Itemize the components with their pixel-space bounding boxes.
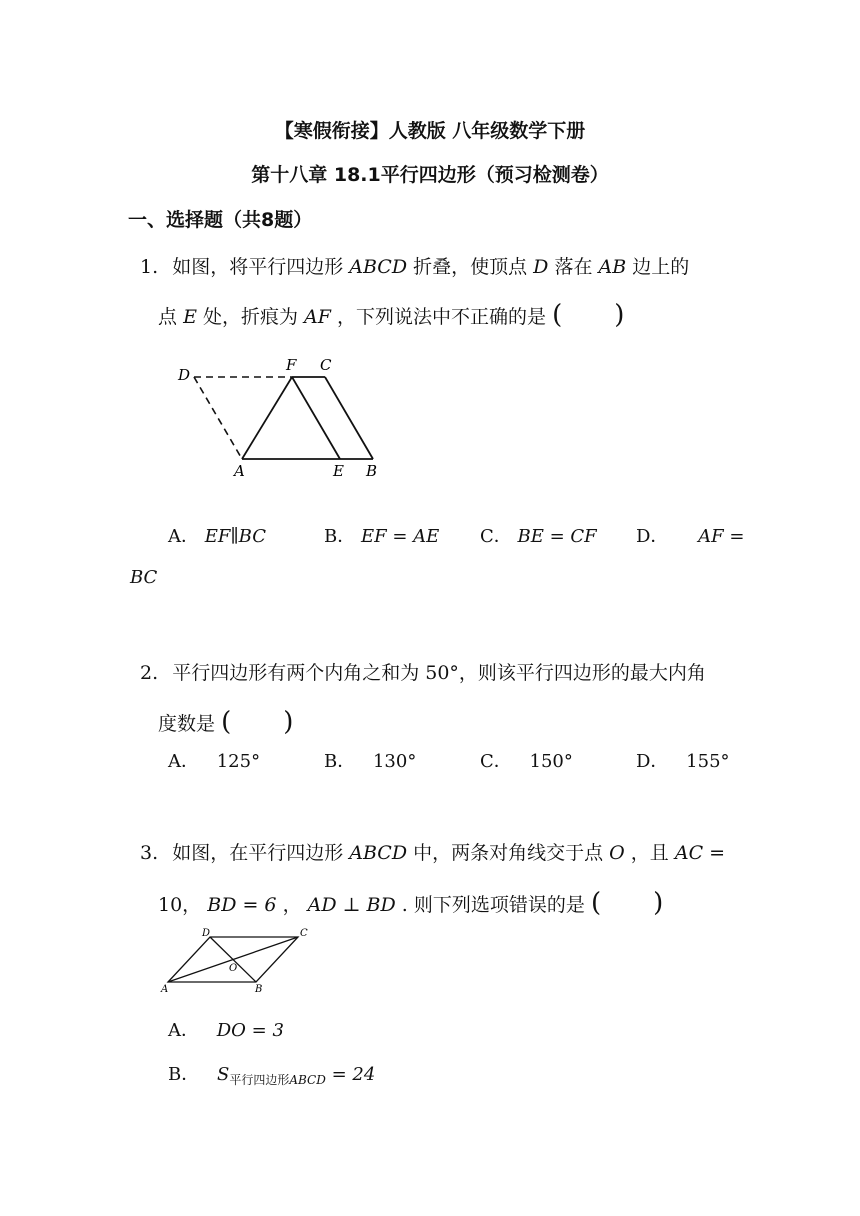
- question-3-line-2: [158, 882, 663, 919]
- question-2-line-1: [140, 658, 706, 685]
- q1-parallelogram-figure: [170, 352, 390, 484]
- question-number: 1.: [140, 256, 159, 278]
- option-letter: B．: [168, 1064, 200, 1085]
- question-text: 度数是: [158, 713, 216, 735]
- option-d-continuation: BC: [130, 567, 158, 588]
- label-b: B: [366, 462, 378, 480]
- option-a[interactable]: [168, 1016, 284, 1042]
- question-text: ，: [282, 894, 302, 916]
- math-e: E: [183, 306, 197, 328]
- option-text: EF = AE: [360, 526, 440, 547]
- question-number: 2.: [140, 662, 159, 684]
- option-text: 155°: [686, 751, 730, 772]
- option-d[interactable]: [636, 522, 744, 548]
- option-text: BE = CF: [517, 526, 597, 547]
- option-letter: D．: [636, 526, 669, 547]
- dashed-line-da: [194, 377, 242, 459]
- option-letter: A．: [168, 1020, 199, 1041]
- question-2-line-2: [158, 701, 293, 738]
- option-text: 130°: [372, 751, 417, 772]
- diagonal-bd: [210, 937, 256, 982]
- label-f: F: [286, 356, 297, 374]
- label-e: E: [333, 462, 344, 480]
- document-title: 【寒假衔接】人教版 八年级数学下册: [274, 120, 586, 142]
- label-d: D: [202, 928, 211, 939]
- option-text: DO = 3: [216, 1020, 284, 1041]
- q3-parallelogram-figure: [158, 924, 318, 996]
- math-d: D: [533, 256, 549, 278]
- answer-blank[interactable]: ( ): [590, 888, 664, 918]
- label-a: A: [161, 984, 169, 995]
- option-letter: C．: [480, 526, 512, 547]
- option-text: 125°: [216, 751, 261, 772]
- option-b[interactable]: [324, 747, 416, 773]
- math-af: AF: [304, 306, 331, 328]
- option-letter: C．: [480, 751, 512, 772]
- math-abcd: ABCD: [349, 256, 408, 278]
- document-subtitle: 第十八章 18.1平行四边形（预习检测卷）: [251, 164, 609, 186]
- option-c[interactable]: [480, 522, 597, 548]
- option-letter: B．: [324, 526, 356, 547]
- question-text: 如图，在平行四边形: [172, 842, 344, 864]
- question-1-line-2: [158, 294, 624, 331]
- label-c: C: [300, 928, 308, 939]
- math-s: S: [216, 1064, 230, 1085]
- segment-af: [242, 377, 292, 459]
- question-text: 点: [158, 306, 178, 328]
- option-letter: A．: [168, 751, 199, 772]
- option-b[interactable]: [324, 522, 439, 548]
- question-number: 3.: [140, 842, 159, 864]
- option-a[interactable]: [168, 522, 266, 548]
- subscript-cn: 平行四边形: [229, 1073, 290, 1087]
- option-text: EF∥BC: [204, 526, 267, 547]
- math-abcd: ABCD: [349, 842, 408, 864]
- math-o: O: [609, 842, 625, 864]
- math-ad-perp-bd: AD ⊥ BD: [307, 894, 396, 916]
- subscript-abcd: ABCD: [289, 1073, 326, 1087]
- question-text: 落在: [554, 256, 593, 278]
- question-text: 10，: [158, 894, 202, 916]
- option-letter: D．: [636, 751, 669, 772]
- option-b[interactable]: [168, 1060, 375, 1088]
- question-text: ，且: [630, 842, 669, 864]
- label-b: B: [255, 984, 263, 995]
- question-3-line-1: [140, 838, 725, 865]
- question-text: 处，折痕为: [202, 306, 298, 328]
- answer-blank[interactable]: ( ): [552, 300, 625, 330]
- question-text: 边上的: [632, 256, 690, 278]
- question-text: 平行四边形有两个内角之和为 50°，则该平行四边形的最大内角: [172, 662, 706, 684]
- math-ab: AB: [598, 256, 627, 278]
- question-text: 中，两条对角线交于点: [413, 842, 604, 864]
- label-c: C: [320, 356, 332, 374]
- question-text: 折叠，使顶点: [413, 256, 528, 278]
- label-o: O: [229, 963, 238, 974]
- label-d: D: [178, 366, 191, 384]
- option-d[interactable]: [636, 747, 730, 773]
- option-text: 150°: [529, 751, 573, 772]
- question-text: . 则下列选项错误的是: [401, 894, 585, 916]
- section-heading: 一、选择题（共8题）: [128, 209, 313, 231]
- question-1-line-1: [140, 252, 689, 279]
- math-bd: BD = 6: [207, 894, 277, 916]
- label-a: A: [234, 462, 245, 480]
- answer-blank[interactable]: ( ): [221, 707, 294, 737]
- option-text: = 24: [325, 1064, 376, 1085]
- option-text: AF =: [698, 526, 745, 547]
- option-letter: A．: [168, 526, 199, 547]
- question-text: ，下列说法中不正确的是: [337, 306, 547, 328]
- math-ac: AC =: [674, 842, 726, 864]
- option-c[interactable]: [480, 747, 573, 773]
- question-text: 如图，将平行四边形: [172, 256, 344, 278]
- option-a[interactable]: [168, 747, 260, 773]
- option-letter: B．: [324, 751, 356, 772]
